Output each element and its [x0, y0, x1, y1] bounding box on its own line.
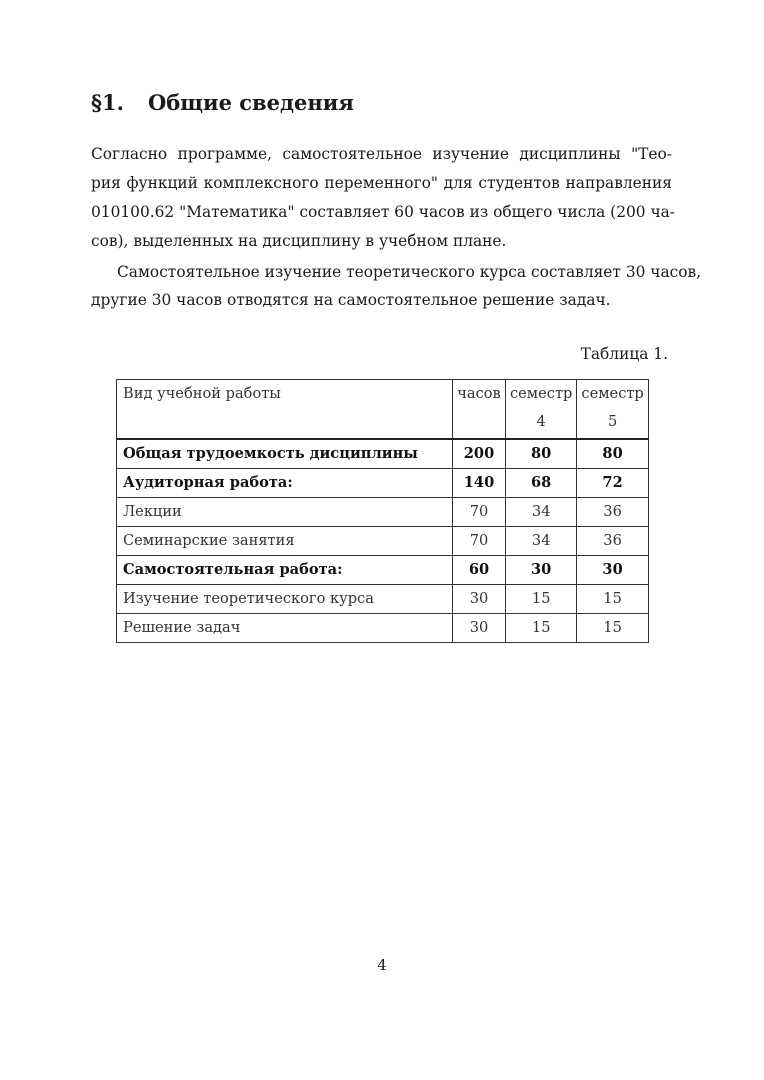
row-semester-4: 80 — [506, 439, 577, 469]
row-semester-4: 15 — [506, 614, 577, 643]
row-label: Семинарские занятия — [117, 527, 453, 556]
paragraph1-line4: сов), выделенных на дисциплину в учебном плане. — [91, 232, 507, 250]
paragraph2-line2: другие 30 часов отводятся на самостоятельное решение задач. — [91, 291, 611, 309]
header-semester-5-number: 5 — [607, 413, 618, 430]
work-hours-table — [116, 379, 649, 643]
paragraph1-line1: Согласно программе, самостоятельное изучение дисциплины "Тео- — [91, 145, 672, 163]
table-row — [117, 556, 649, 585]
section-heading — [91, 90, 354, 115]
table-row — [117, 527, 649, 556]
table-row — [117, 439, 649, 469]
row-hours: 140 — [453, 469, 506, 498]
row-label: Самостоятельная работа: — [117, 556, 453, 585]
row-label: Общая трудоемкость дисциплины — [117, 439, 453, 469]
section-title: Общие сведения — [148, 90, 354, 115]
row-hours: 30 — [453, 585, 506, 614]
row-semester-5: 36 — [577, 527, 648, 556]
table-row — [117, 498, 649, 527]
row-semester-4: 15 — [506, 585, 577, 614]
paragraph1-line2: рия функций комплексного переменного" для студентов направления — [91, 174, 672, 192]
header-hours: часов — [453, 380, 506, 440]
row-hours: 60 — [453, 556, 506, 585]
row-semester-4: 68 — [506, 469, 577, 498]
paragraph2-line1: Самостоятельное изучение теоретического курса составляет 30 часов, — [117, 263, 702, 281]
header-semester-4-number: 4 — [536, 413, 546, 430]
section-number: §1. — [91, 90, 124, 115]
header-semester-5 — [577, 380, 648, 440]
row-label: Решение задач — [117, 614, 453, 643]
table-row — [117, 585, 649, 614]
row-hours: 70 — [453, 527, 506, 556]
row-label: Лекции — [117, 498, 453, 527]
header-semester-4 — [506, 380, 577, 440]
table-row — [117, 469, 649, 498]
header-type: Вид учебной работы — [117, 380, 453, 440]
row-semester-5: 30 — [577, 556, 648, 585]
page-number: 4 — [377, 956, 387, 974]
row-semester-4: 34 — [506, 498, 577, 527]
row-semester-5: 15 — [577, 614, 648, 643]
row-semester-5: 80 — [577, 439, 648, 469]
row-label: Аудиторная работа: — [117, 469, 453, 498]
paragraph1-line3: 010100.62 "Математика" составляет 60 часов из общего числа (200 ча- — [91, 203, 676, 221]
row-semester-4: 30 — [506, 556, 577, 585]
row-semester-5: 15 — [577, 585, 648, 614]
table-caption: Таблица 1. — [580, 345, 668, 363]
row-semester-5: 72 — [577, 469, 648, 498]
table-header-row — [117, 380, 649, 440]
header-semester-5-label: семестр — [581, 385, 644, 402]
table-row — [117, 614, 649, 643]
row-semester-5: 36 — [577, 498, 648, 527]
header-semester-4-label: семестр — [510, 385, 573, 402]
row-label: Изучение теоретического курса — [117, 585, 453, 614]
row-hours: 200 — [453, 439, 506, 469]
row-semester-4: 34 — [506, 527, 577, 556]
row-hours: 70 — [453, 498, 506, 527]
row-hours: 30 — [453, 614, 506, 643]
